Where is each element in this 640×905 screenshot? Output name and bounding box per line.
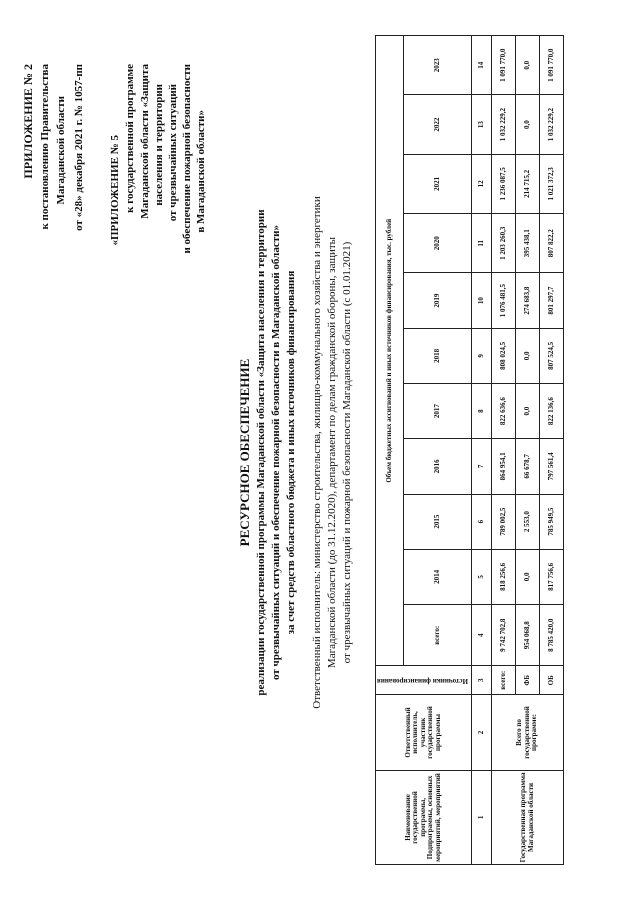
value-cell: 66 678,7 [516,439,540,494]
col-num: 7 [472,439,492,494]
header-name: Наименование государственной программы, Подпрограммы, основных мероприятий, мероприятий [376,770,472,864]
value-cell: 822 136,6 [540,383,564,438]
column-numbers-row [472,36,492,865]
executor-line: Ответственный исполнитель: министерство строительства, жилищно-коммунального хозяйства и энергетики [311,196,323,709]
heading-line: за счет средств областного бюджета и иных источников финансирования [285,270,297,635]
value-cell: 395 438,1 [516,214,540,273]
value-cell: 2 553,0 [516,494,540,549]
value-cell: 1 032 229,2 [492,95,516,154]
value-cell: 0,0 [516,95,540,154]
table-row [492,36,516,865]
value-cell: 1 091 770,0 [540,36,564,95]
resource-table [375,35,564,865]
col-num: 2 [472,695,492,771]
appendix5-line: Магаданской области «Защита [139,64,151,219]
year-cell: 2020 [404,214,472,273]
appendix5-line: и обеспечение пожарной безопасности [181,64,193,254]
value-cell: 8 785 420,0 [540,605,564,666]
appendix5-title: «ПРИЛОЖЕНИЕ № 5 [109,135,121,246]
value-cell: 822 636,6 [492,383,516,438]
col-num: 9 [472,328,492,383]
appendix5-line: в Магаданской области» [195,110,207,233]
year-cell: 2023 [404,36,472,95]
source-cell: ОБ [540,666,564,695]
value-cell: 807 524,5 [540,328,564,383]
col-num: 4 [472,605,492,666]
col-num: 8 [472,383,492,438]
value-cell: 274 683,8 [516,273,540,328]
col-num: 3 [472,666,492,695]
value-cell: 1 236 087,5 [492,154,516,213]
col-num: 13 [472,95,492,154]
value-cell: 1 203 260,3 [492,214,516,273]
value-cell: 801 297,7 [540,273,564,328]
value-cell: 1 076 481,5 [492,273,516,328]
year-cell: 2016 [404,439,472,494]
year-cell: 2018 [404,328,472,383]
source-cell: всего: [492,666,516,695]
col-num: 5 [472,549,492,604]
value-cell: 807 822,2 [540,214,564,273]
value-cell: 817 756,6 [540,549,564,604]
col-num: 11 [472,214,492,273]
value-cell: 0,0 [516,328,540,383]
value-cell: 1 032 229,2 [540,95,564,154]
value-cell: 0,0 [516,549,540,604]
year-cell: 2015 [404,494,472,549]
value-cell: 1 091 770,0 [492,36,516,95]
col-num: 6 [472,494,492,549]
appendix5-line: от чрезвычайных ситуаций [167,84,179,222]
value-cell: 954 068,8 [516,605,540,666]
header-executor: Ответственный исполнитель, участник государственной программы [376,695,472,771]
value-cell: 864 954,1 [492,439,516,494]
appendix5-line: населения и территории [153,84,165,206]
executor-line: от чрезвычайных ситуаций и пожарной безопасности Магаданской области (с 01.01.2021) [341,241,353,664]
program-executor: Всего по государственной программе: [492,695,564,771]
value-cell: 808 024,5 [492,328,516,383]
value-cell: 9 742 702,8 [492,605,516,666]
appendix-line: от «28» декабря 2021 г. № 1057-пп [73,64,85,231]
appendix5-line: к государственной программе [124,64,136,213]
appendix-line: Магаданской области [55,96,67,205]
appendix-line: к постановлению Правительства [39,64,51,230]
value-cell: 1 021 372,3 [540,154,564,213]
page-title: РЕСУРСНОЕ ОБЕСПЕЧЕНИЕ [237,358,252,547]
col-num: 1 [472,770,492,864]
year-cell: 2022 [404,95,472,154]
value-cell: 818 256,6 [492,549,516,604]
col-num: 14 [472,36,492,95]
value-cell: 0,0 [516,36,540,95]
value-cell: 214 715,2 [516,154,540,213]
value-cell: 797 561,4 [540,439,564,494]
heading-line: от чрезвычайных ситуаций и обеспечение пожарной безопасности в Магаданской области» [270,225,282,680]
year-cell: 2014 [404,549,472,604]
year-cell: 2019 [404,273,472,328]
col-num: 10 [472,273,492,328]
col-num: 12 [472,154,492,213]
source-cell: ФБ [516,666,540,695]
year-cell: 2021 [404,154,472,213]
header-volume: Объем бюджетных ассигнований и иных источников финансирования, тыс. рублей [376,36,404,666]
heading-line: реализации государственной программы Магаданской области «Защита населения и территории [255,209,267,696]
header-source: Источники финансирования [376,666,472,695]
value-cell: 0,0 [516,383,540,438]
value-cell: 785 949,5 [540,494,564,549]
executor-line: Магаданской области (до 31.12.2020), департамент по делам гражданской обороны, защиты [326,236,338,669]
appendix-title: ПРИЛОЖЕНИЕ № 2 [21,64,35,179]
value-cell: 789 002,5 [492,494,516,549]
program-name: Государственная программа Магаданской области [492,770,564,864]
year-cell: 2017 [404,383,472,438]
header-total: всего: [404,605,472,666]
